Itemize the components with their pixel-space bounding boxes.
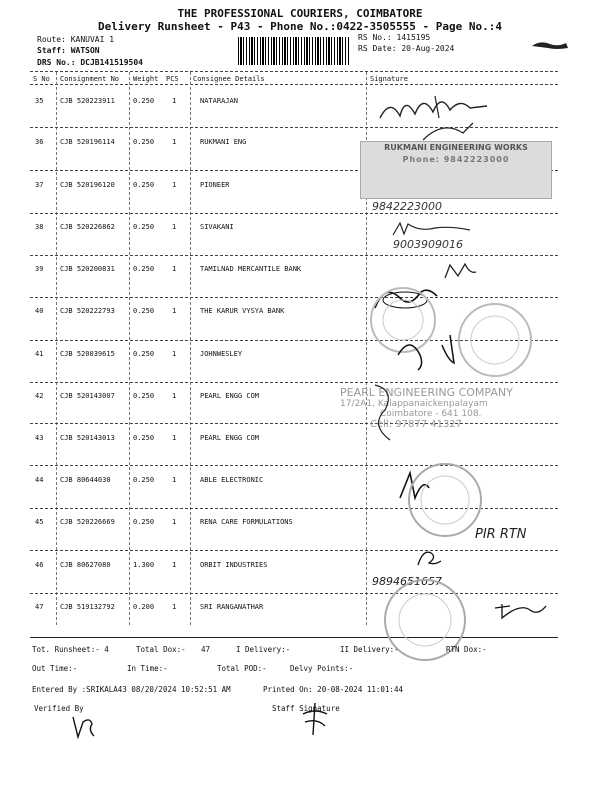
row-consignee: PEARL ENGG COM xyxy=(200,392,260,400)
row-consignee: NATARAJAN xyxy=(200,97,238,105)
row-sno: 35 xyxy=(35,97,44,105)
company-title: THE PROFESSIONAL COURIERS, COIMBATORE xyxy=(177,7,423,20)
printed-on: Printed On: 20-08-2024 11:01:44 xyxy=(263,685,403,694)
row-sno: 38 xyxy=(35,223,44,231)
row-consignment: CJB 520226862 xyxy=(60,223,115,231)
row-weight: 0.250 xyxy=(133,434,155,442)
col-sno: S No xyxy=(33,75,50,83)
staff-label: Staff: WATSON xyxy=(37,46,100,55)
signature-row-41 xyxy=(390,325,470,375)
row-sno: 40 xyxy=(35,307,44,315)
ii-delivery-label: II Delivery:- xyxy=(340,645,399,654)
stamp-text: RUKMANI ENGINEERING WORKS xyxy=(384,143,528,152)
row-sno: 45 xyxy=(35,518,44,526)
row-pcs: 1 xyxy=(172,434,177,442)
drs-number: DRS No.: DCJB141519504 xyxy=(37,58,143,67)
row-weight: 0.250 xyxy=(133,476,155,484)
row-weight: 0.250 xyxy=(133,265,155,273)
row-weight: 0.250 xyxy=(133,350,155,358)
row-weight: 0.250 xyxy=(133,97,155,105)
row-consignment: CJB 520196114 xyxy=(60,138,115,146)
signature-row-47 xyxy=(490,598,550,623)
row-consignee: THE KARUR VYSYA BANK xyxy=(200,307,285,315)
stamp-text: PEARL ENGINEERING COMPANY xyxy=(340,386,513,399)
row-consignee: SRI RANGANATHAR xyxy=(200,603,264,611)
stamp-text: Cell: 97877 41327 xyxy=(370,419,463,430)
col-divider xyxy=(190,72,191,625)
row-sno: 44 xyxy=(35,476,44,484)
row-consignment: CJB 520196120 xyxy=(60,181,115,189)
signature-row-38 xyxy=(390,220,480,240)
row-sno: 46 xyxy=(35,561,44,569)
row-pcs: 1 xyxy=(172,350,177,358)
row-sno: 42 xyxy=(35,392,44,400)
row-weight: 0.250 xyxy=(133,392,155,400)
rs-date: RS Date: 20-Aug-2024 xyxy=(358,44,455,53)
row-sno: 41 xyxy=(35,350,44,358)
stamp-text: Coimbatore - 641 108. xyxy=(380,409,482,419)
col-consignment: Consignment No xyxy=(60,75,120,83)
row-weight: 0.250 xyxy=(133,138,155,146)
row-consignee: SIVAKANI xyxy=(200,223,234,231)
header-top-rule xyxy=(30,71,558,72)
staff-signature xyxy=(295,700,335,740)
row-consignee: RENA CARE FORMULATIONS xyxy=(200,518,293,526)
rs-number: RS No.: 1415195 xyxy=(358,33,431,42)
signature-row-46 xyxy=(415,545,445,570)
col-divider xyxy=(129,72,130,625)
row-pcs: 1 xyxy=(172,392,177,400)
handwritten-phone: 9894651657 xyxy=(372,575,442,588)
row-consignment: CJB 520222793 xyxy=(60,307,115,315)
row-weight: 1.300 xyxy=(133,561,155,569)
verified-by-label: Verified By xyxy=(34,704,84,713)
delvy-points-label: Delvy Points:- xyxy=(290,664,354,673)
row-pcs: 1 xyxy=(172,138,177,146)
handwritten-phone: 9842223000 xyxy=(372,200,442,213)
row-consignee: RUKMANI ENG xyxy=(200,138,247,146)
row-consignee: TAMILNAD MERCANTILE BANK xyxy=(200,265,302,273)
row-pcs: 1 xyxy=(172,223,177,231)
row-pcs: 1 xyxy=(172,265,177,273)
row-consignment: CJB 519132792 xyxy=(60,603,115,611)
row-consignment: CJB 520200831 xyxy=(60,265,115,273)
barcode xyxy=(238,37,350,65)
row-consignee: JOHNWESLEY xyxy=(200,350,243,358)
row-consignment: CJB 520223911 xyxy=(60,97,115,105)
row-pcs: 1 xyxy=(172,603,177,611)
row-weight: 0.250 xyxy=(133,181,155,189)
stamp-text: 17/2A1, Kalappanaickenpalayam xyxy=(340,399,488,409)
row-weight: 0.250 xyxy=(133,223,155,231)
runsheet-subtitle: Delivery Runsheet - P43 - Phone No.:0422-3505555 - Page No.:4 xyxy=(98,20,502,33)
row-consignment: CJB 520143007 xyxy=(60,392,115,400)
i-delivery-label: I Delivery:- xyxy=(236,645,291,654)
pen-mark-icon xyxy=(530,38,570,52)
col-divider xyxy=(56,72,57,625)
company-stamp-rukmani xyxy=(360,141,552,199)
row-weight: 0.200 xyxy=(133,603,155,611)
route-label: Route: KANUVAI 1 xyxy=(37,35,115,44)
row-sno: 43 xyxy=(35,434,44,442)
row-sno: 47 xyxy=(35,603,44,611)
row-consignment: CJB 520143013 xyxy=(60,434,115,442)
handwritten-note: PIR RTN xyxy=(475,527,527,542)
header-bottom-rule xyxy=(30,84,558,85)
row-sno: 36 xyxy=(35,138,44,146)
row-pcs: 1 xyxy=(172,476,177,484)
row-rule xyxy=(30,550,558,551)
row-consignee: PEARL ENGG COM xyxy=(200,434,260,442)
col-consignee: Consignee Details xyxy=(193,75,265,83)
row-weight: 0.250 xyxy=(133,307,155,315)
row-pcs: 1 xyxy=(172,518,177,526)
total-dox-value: 47 xyxy=(201,645,211,654)
row-consignee: ORBIT INDUSTRIES xyxy=(200,561,268,569)
handwritten-phone: 9003909016 xyxy=(393,238,463,251)
col-signature: Signature xyxy=(370,75,408,83)
total-dox-label: Total Dox:- xyxy=(136,645,186,654)
col-pcs: PCS xyxy=(166,75,179,83)
row-sno: 39 xyxy=(35,265,44,273)
row-consignment: CJB 80627080 xyxy=(60,561,111,569)
stamp-text: Phone: 9842223000 xyxy=(402,155,510,164)
row-pcs: 1 xyxy=(172,181,177,189)
row-consignment: CJB 520226669 xyxy=(60,518,115,526)
row-rule xyxy=(30,213,558,214)
row-pcs: 1 xyxy=(172,561,177,569)
row-consignee: ABLE ELECTRONIC xyxy=(200,476,264,484)
row-pcs: 1 xyxy=(172,307,177,315)
row-consignment: CJB 80644030 xyxy=(60,476,111,484)
row-sno: 37 xyxy=(35,181,44,189)
verified-signature xyxy=(68,712,98,742)
signature-row-39 xyxy=(440,260,480,282)
row-weight: 0.250 xyxy=(133,518,155,526)
total-runsheet: Tot. Runsheet:- 4 xyxy=(32,645,109,654)
signature-row-42 xyxy=(365,380,405,450)
rtn-dox-label: RTN Dox:- xyxy=(446,645,487,654)
row-consignee: PIONEER xyxy=(200,181,230,189)
row-pcs: 1 xyxy=(172,97,177,105)
col-weight: Weight xyxy=(133,75,159,83)
row-rule xyxy=(30,255,558,256)
staff-signature-label: Staff Signature xyxy=(272,704,340,713)
entered-by: Entered By :SRIKALA43 08/20/2024 10:52:51 AM xyxy=(32,685,231,694)
out-time-label: Out Time:- xyxy=(32,664,78,673)
row-rule xyxy=(30,297,558,298)
row-rule xyxy=(30,382,558,383)
row-consignment: CJB 520039615 xyxy=(60,350,115,358)
total-pod-label: Total POD:- xyxy=(217,664,267,673)
in-time-label: In Time:- xyxy=(127,664,168,673)
